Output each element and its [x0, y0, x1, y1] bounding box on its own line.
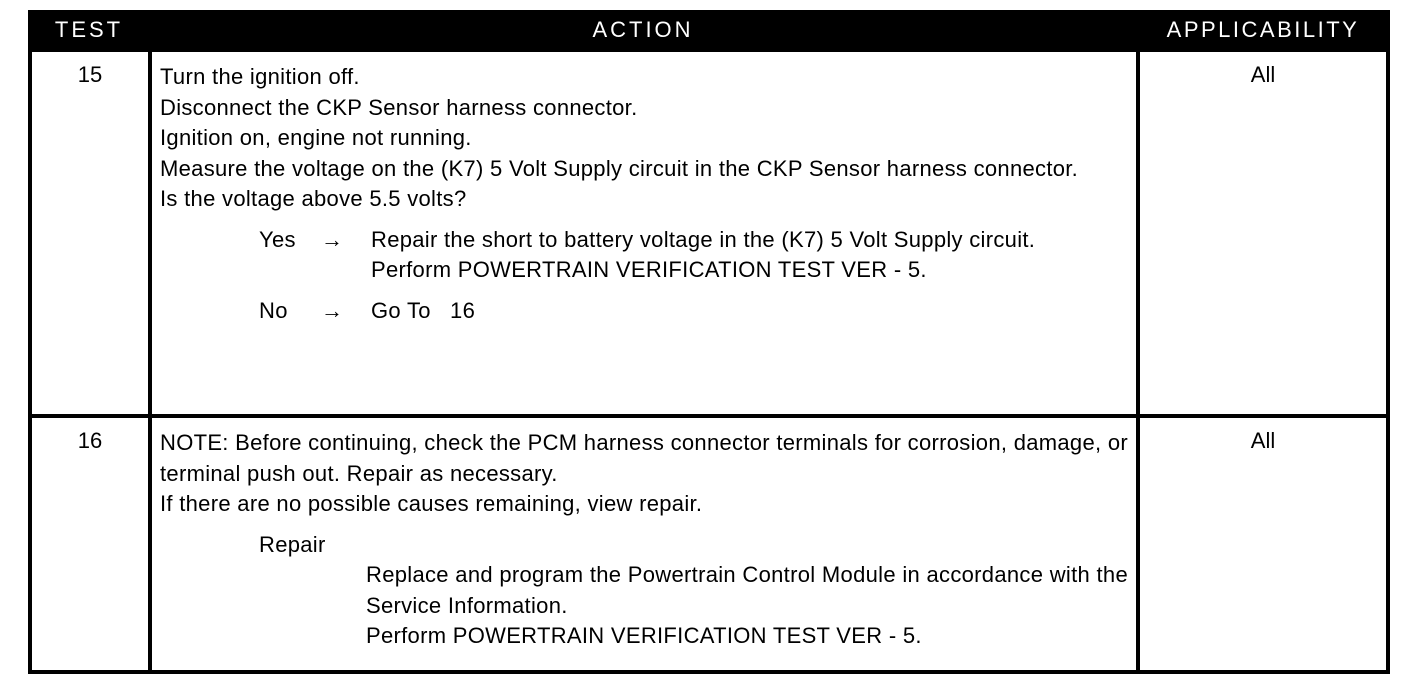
- repair-body: [366, 560, 1128, 652]
- yes-label: Yes: [259, 226, 296, 252]
- header-action: ACTION: [592, 17, 694, 42]
- header-test: TEST: [54, 17, 124, 42]
- no-label: No: [259, 297, 288, 323]
- row-15-step-4: Measure the voltage on the (K7) 5 Volt Supply circuit in the CKP Sensor harness connector.: [160, 155, 1079, 181]
- yes-text: [371, 225, 1128, 286]
- right-arrow-icon: →: [321, 297, 344, 323]
- yes-instruction: Repair the short to battery voltage in the (K7) 5 Volt Supply circuit.: [371, 226, 1036, 252]
- row-16-applicability: All: [1140, 418, 1386, 670]
- row-15-step-1: Turn the ignition off.: [160, 64, 360, 89]
- header-applicability: APPLICABILITY: [1166, 17, 1360, 42]
- row-15-yes-response: [160, 225, 1128, 286]
- repair-instruction: Replace and program the Powertrain Control Module in accordance with the Service Information.: [366, 562, 1128, 618]
- row-15-step-3: Ignition on, engine not running.: [160, 125, 472, 150]
- row-16-note: NOTE: Before continuing, check the PCM harness connector terminals for corrosion, damage, or terminal push out. Repair as necessary.: [160, 430, 1128, 486]
- row-15-action: [152, 52, 1136, 414]
- repair-label: Repair: [259, 531, 326, 557]
- row-15-question: Is the voltage above 5.5 volts?: [160, 186, 467, 211]
- row-16-instruction: If there are no possible causes remaining, view repair.: [160, 491, 703, 516]
- test-procedure-table: [28, 10, 1390, 674]
- row-15-test-number: 15: [32, 52, 148, 414]
- row-15-no-response: [160, 296, 1128, 327]
- repair-verification: Perform POWERTRAIN VERIFICATION TEST VER - 5.: [366, 623, 922, 648]
- right-arrow-icon: →: [321, 226, 344, 252]
- row-15-applicability: All: [1140, 52, 1386, 414]
- row-16-test-number: 16: [32, 418, 148, 670]
- row-15-step-2: Disconnect the CKP Sensor harness connector.: [160, 94, 638, 120]
- row-16-action: [152, 418, 1136, 670]
- yes-verification: Perform POWERTRAIN VERIFICATION TEST VER - 5.: [371, 257, 927, 282]
- no-goto-text: Go To 16: [371, 297, 476, 323]
